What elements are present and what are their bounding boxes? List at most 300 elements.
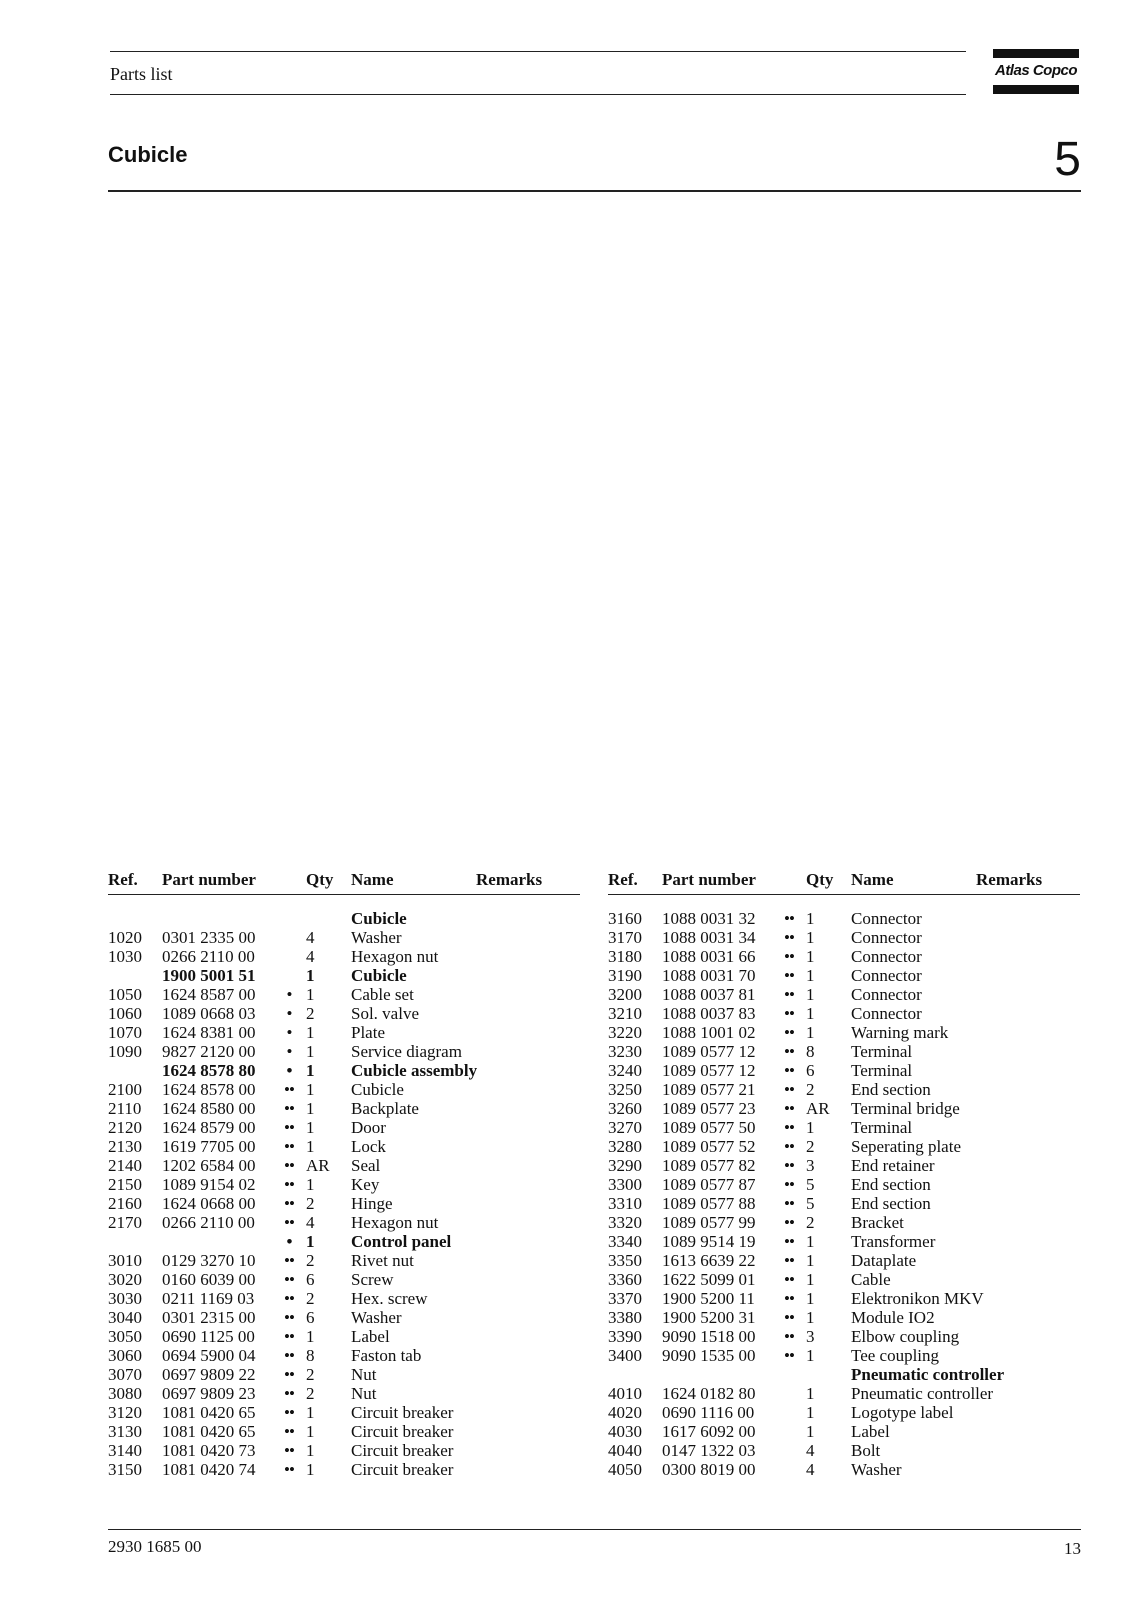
- cell-ref: 2100: [108, 1080, 142, 1099]
- cell-qty: 4: [306, 947, 315, 966]
- cell-part-number: 0160 6039 00: [162, 1270, 256, 1289]
- cell-name: Circuit breaker: [351, 1403, 454, 1422]
- table-row: [608, 1137, 1080, 1156]
- cell-name: Tee coupling: [851, 1346, 940, 1365]
- table-row: [108, 1118, 580, 1137]
- cell-name: Label: [851, 1422, 890, 1441]
- cell-ref: 3340: [608, 1232, 642, 1251]
- cell-level: ••: [784, 947, 794, 966]
- cell-name: Hex. screw: [351, 1289, 428, 1308]
- col-ref-header: Ref.: [108, 870, 138, 889]
- cell-part-number: 1088 0037 83: [662, 1004, 756, 1023]
- table-row: [108, 1061, 580, 1080]
- table-row: [608, 1080, 1080, 1099]
- table-row: [108, 1175, 580, 1194]
- table-row: [108, 1099, 580, 1118]
- table-row: [608, 1403, 1080, 1422]
- col-remarks-header: Remarks: [976, 870, 1043, 889]
- table-row: [608, 928, 1080, 947]
- cell-level: ••: [784, 1213, 794, 1232]
- cell-qty: 1: [806, 1384, 815, 1403]
- cell-ref: 2130: [108, 1137, 142, 1156]
- cell-ref: 3400: [608, 1346, 642, 1365]
- cell-part-number: 1088 0037 81: [662, 985, 756, 1004]
- cell-level: ••: [284, 1327, 294, 1346]
- cell-qty: 1: [806, 1118, 815, 1137]
- cell-name: Washer: [851, 1460, 902, 1479]
- cell-level: ••: [784, 1308, 794, 1327]
- table-row: [108, 1422, 580, 1441]
- cell-level: ••: [784, 1099, 794, 1118]
- table-row: [108, 1023, 580, 1042]
- cell-level: ••: [284, 1213, 294, 1232]
- cell-level: ••: [784, 1023, 794, 1042]
- cell-qty: 1: [306, 1137, 315, 1156]
- cell-part-number: 1624 8578 00: [162, 1080, 256, 1099]
- table-header: [108, 870, 580, 895]
- cell-ref: 3050: [108, 1327, 142, 1346]
- parts-table-right: [608, 870, 1080, 1479]
- cell-name: Seperating plate: [851, 1137, 961, 1156]
- cell-qty: 4: [306, 928, 315, 947]
- cell-level: ••: [284, 1137, 294, 1156]
- table-row: [108, 1308, 580, 1327]
- cell-ref: 3150: [108, 1460, 142, 1479]
- table-row: [608, 1232, 1080, 1251]
- table-row: [108, 1251, 580, 1270]
- table-body: [108, 909, 580, 1479]
- cell-qty: 1: [306, 1327, 315, 1346]
- cell-qty: 1: [306, 1061, 315, 1080]
- logo-wordmark: Atlas Copco: [994, 62, 1077, 79]
- cell-name: Transformer: [851, 1232, 936, 1251]
- cell-part-number: 0697 9809 22: [162, 1365, 256, 1384]
- cell-ref: 1090: [108, 1042, 142, 1061]
- cell-ref: 3080: [108, 1384, 142, 1403]
- table-row: [608, 1251, 1080, 1270]
- cell-name: Pneumatic controller: [851, 1365, 1005, 1384]
- cell-name: Label: [351, 1327, 390, 1346]
- cell-name: Connector: [851, 985, 922, 1004]
- cell-part-number: 1081 0420 74: [162, 1460, 256, 1479]
- cell-part-number: 1900 5200 31: [662, 1308, 756, 1327]
- table-row: [608, 909, 1080, 928]
- section-rule: [108, 190, 1081, 192]
- cell-name: Backplate: [351, 1099, 419, 1118]
- cell-part-number: 9090 1518 00: [662, 1327, 756, 1346]
- cell-part-number: 1624 8580 00: [162, 1099, 256, 1118]
- table-row: [608, 1023, 1080, 1042]
- cell-part-number: 1900 5001 51: [162, 966, 256, 985]
- cell-name: Bolt: [851, 1441, 881, 1460]
- cell-name: Rivet nut: [351, 1251, 414, 1270]
- cell-part-number: 1622 5099 01: [662, 1270, 756, 1289]
- col-name-header: Name: [851, 870, 894, 889]
- cell-qty: 1: [306, 1023, 315, 1042]
- cell-name: Cubicle: [351, 966, 407, 985]
- table-row: [608, 1460, 1080, 1479]
- cell-level: ••: [784, 1080, 794, 1099]
- cell-part-number: 1089 0577 52: [662, 1137, 756, 1156]
- cell-name: Module IO2: [851, 1308, 935, 1327]
- cell-part-number: 1624 8587 00: [162, 985, 256, 1004]
- cell-part-number: 1624 8579 00: [162, 1118, 256, 1137]
- cell-qty: 4: [806, 1441, 815, 1460]
- cell-part-number: 9827 2120 00: [162, 1042, 256, 1061]
- cell-qty: 1: [306, 1403, 315, 1422]
- cell-level: ••: [284, 1118, 294, 1137]
- cell-qty: 1: [306, 1441, 315, 1460]
- cell-qty: 2: [306, 1251, 315, 1270]
- col-part-header: Part number: [162, 870, 256, 889]
- cell-level: •: [286, 1232, 292, 1251]
- cell-qty: 3: [806, 1156, 815, 1175]
- cell-level: •: [286, 1023, 292, 1042]
- cell-ref: 3030: [108, 1289, 142, 1308]
- cell-ref: 4030: [608, 1422, 642, 1441]
- table-row: [108, 1080, 580, 1099]
- cell-name: Terminal bridge: [851, 1099, 960, 1118]
- cell-qty: AR: [306, 1156, 330, 1175]
- table-row: [608, 1384, 1080, 1403]
- cell-qty: 1: [306, 1460, 315, 1479]
- cell-part-number: 1089 0577 82: [662, 1156, 756, 1175]
- cell-ref: 3250: [608, 1080, 642, 1099]
- cell-qty: 3: [806, 1327, 815, 1346]
- table-row: [608, 1441, 1080, 1460]
- cell-level: ••: [284, 1308, 294, 1327]
- cell-part-number: 0690 1116 00: [662, 1403, 755, 1422]
- cell-qty: 1: [806, 1270, 815, 1289]
- cell-ref: 3370: [608, 1289, 642, 1308]
- table-row: [108, 909, 580, 928]
- cell-qty: 1: [306, 1042, 315, 1061]
- cell-level: ••: [284, 1365, 294, 1384]
- cell-ref: 2120: [108, 1118, 142, 1137]
- col-ref-header: Ref.: [608, 870, 638, 889]
- cell-level: ••: [784, 1118, 794, 1137]
- table-row: [108, 1137, 580, 1156]
- cell-name: Connector: [851, 966, 922, 985]
- cell-name: Plate: [351, 1023, 385, 1042]
- cell-level: •: [286, 1042, 292, 1061]
- table-row: [108, 1289, 580, 1308]
- cell-name: End section: [851, 1194, 931, 1213]
- table-row: [108, 1403, 580, 1422]
- cell-qty: 1: [806, 947, 815, 966]
- cell-qty: 1: [306, 1118, 315, 1137]
- cell-ref: 3160: [608, 909, 642, 928]
- cell-ref: 2140: [108, 1156, 142, 1175]
- cell-part-number: 1089 0577 21: [662, 1080, 756, 1099]
- cell-part-number: 1900 5200 11: [662, 1289, 755, 1308]
- cell-ref: 3300: [608, 1175, 642, 1194]
- cell-qty: 1: [806, 909, 815, 928]
- cell-ref: 3200: [608, 985, 642, 1004]
- table-row: [108, 1270, 580, 1289]
- table-row: [608, 1213, 1080, 1232]
- cell-name: Connector: [851, 909, 922, 928]
- col-qty-header: Qty: [806, 870, 834, 889]
- cell-qty: 6: [306, 1270, 315, 1289]
- cell-ref: 3240: [608, 1061, 642, 1080]
- cell-part-number: 1088 0031 70: [662, 966, 756, 985]
- table-row: [108, 966, 580, 985]
- footer-rule: [108, 1529, 1081, 1530]
- cell-level: ••: [284, 1422, 294, 1441]
- cell-ref: 3390: [608, 1327, 642, 1346]
- cell-ref: 3060: [108, 1346, 142, 1365]
- cell-part-number: 1088 0031 32: [662, 909, 756, 928]
- cell-qty: 1: [806, 1023, 815, 1042]
- cell-level: ••: [284, 1270, 294, 1289]
- cell-ref: 1060: [108, 1004, 142, 1023]
- cell-ref: 3310: [608, 1194, 642, 1213]
- page-number: 13: [1064, 1539, 1081, 1558]
- cell-part-number: 0690 1125 00: [162, 1327, 255, 1346]
- cell-name: Control panel: [351, 1232, 452, 1251]
- cell-qty: 1: [306, 1080, 315, 1099]
- cell-part-number: 0301 2335 00: [162, 928, 256, 947]
- cell-level: •: [286, 1061, 292, 1080]
- cell-name: Elbow coupling: [851, 1327, 960, 1346]
- table-row: [608, 1194, 1080, 1213]
- cell-name: Terminal: [851, 1118, 913, 1137]
- cell-qty: 8: [306, 1346, 315, 1365]
- cell-level: ••: [284, 1289, 294, 1308]
- cell-ref: 3040: [108, 1308, 142, 1327]
- cell-level: ••: [284, 1346, 294, 1365]
- col-part-header: Part number: [662, 870, 756, 889]
- cell-qty: 4: [306, 1213, 315, 1232]
- cell-name: Elektronikon MKV: [851, 1289, 984, 1308]
- cell-name: Lock: [351, 1137, 386, 1156]
- cell-ref: 1070: [108, 1023, 142, 1042]
- cell-part-number: 1089 9154 02: [162, 1175, 256, 1194]
- cell-qty: 5: [806, 1194, 815, 1213]
- cell-part-number: 0211 1169 03: [162, 1289, 255, 1308]
- cell-level: •: [286, 985, 292, 1004]
- cell-qty: 1: [806, 1346, 815, 1365]
- cell-level: ••: [784, 1289, 794, 1308]
- header-title: Parts list: [110, 64, 173, 84]
- cell-part-number: 1619 7705 00: [162, 1137, 256, 1156]
- cell-name: End section: [851, 1080, 931, 1099]
- cell-part-number: 1089 0577 12: [662, 1061, 756, 1080]
- cell-name: Cubicle assembly: [351, 1061, 478, 1080]
- cell-ref: 1030: [108, 947, 142, 966]
- cell-part-number: 1088 0031 66: [662, 947, 756, 966]
- cell-name: Pneumatic controller: [851, 1384, 994, 1403]
- cell-part-number: 0266 2110 00: [162, 947, 255, 966]
- table-row: [108, 928, 580, 947]
- cell-qty: 6: [806, 1061, 815, 1080]
- col-name-header: Name: [351, 870, 394, 889]
- cell-qty: 2: [806, 1137, 815, 1156]
- brand-logo: [993, 49, 1079, 94]
- cell-level: ••: [784, 1004, 794, 1023]
- cell-name: Connector: [851, 928, 922, 947]
- cell-qty: 1: [306, 985, 315, 1004]
- cell-level: ••: [784, 1270, 794, 1289]
- cell-ref: 2150: [108, 1175, 142, 1194]
- cell-name: Nut: [351, 1384, 377, 1403]
- cell-ref: 3290: [608, 1156, 642, 1175]
- table-row: [608, 1118, 1080, 1137]
- cell-name: Faston tab: [351, 1346, 422, 1365]
- cell-level: ••: [284, 1194, 294, 1213]
- cell-qty: 1: [306, 1175, 315, 1194]
- cell-qty: 1: [806, 985, 815, 1004]
- cell-qty: 1: [806, 1232, 815, 1251]
- cell-part-number: 1617 6092 00: [662, 1422, 756, 1441]
- cell-level: ••: [284, 1251, 294, 1270]
- cell-level: ••: [284, 1403, 294, 1422]
- parts-table-left: [108, 870, 580, 1479]
- cell-ref: 3320: [608, 1213, 642, 1232]
- cell-name: Cable: [851, 1270, 891, 1289]
- cell-level: ••: [784, 1232, 794, 1251]
- cell-name: Connector: [851, 947, 922, 966]
- cell-level: ••: [284, 1460, 294, 1479]
- table-body: [608, 909, 1080, 1479]
- cell-name: Terminal: [851, 1042, 913, 1061]
- cell-ref: 4050: [608, 1460, 642, 1479]
- cell-name: Circuit breaker: [351, 1460, 454, 1479]
- cell-ref: 3140: [108, 1441, 142, 1460]
- cell-qty: AR: [806, 1099, 830, 1118]
- cell-name: Nut: [351, 1365, 377, 1384]
- cell-name: Cable set: [351, 985, 414, 1004]
- cell-ref: 4040: [608, 1441, 642, 1460]
- table-row: [608, 1289, 1080, 1308]
- cell-part-number: 1624 8381 00: [162, 1023, 256, 1042]
- table-row: [108, 1156, 580, 1175]
- cell-ref: 3020: [108, 1270, 142, 1289]
- document-number: 2930 1685 00: [108, 1537, 202, 1556]
- table-row: [608, 1042, 1080, 1061]
- cell-name: Hinge: [351, 1194, 393, 1213]
- cell-name: Terminal: [851, 1061, 913, 1080]
- col-remarks-header: Remarks: [476, 870, 543, 889]
- cell-name: Warning mark: [851, 1023, 949, 1042]
- cell-part-number: 1089 0668 03: [162, 1004, 256, 1023]
- cell-qty: 1: [806, 1251, 815, 1270]
- table-row: [108, 1346, 580, 1365]
- cell-name: Circuit breaker: [351, 1422, 454, 1441]
- cell-part-number: 1081 0420 73: [162, 1441, 256, 1460]
- table-row: [608, 1156, 1080, 1175]
- cell-part-number: 0266 2110 00: [162, 1213, 255, 1232]
- cell-part-number: 0697 9809 23: [162, 1384, 256, 1403]
- cell-level: ••: [784, 1175, 794, 1194]
- cell-part-number: 1624 0668 00: [162, 1194, 256, 1213]
- logo-bottom-bar: [993, 85, 1079, 94]
- header-bottom-rule: [110, 94, 966, 95]
- table-row: [608, 1061, 1080, 1080]
- cell-part-number: 0300 8019 00: [662, 1460, 756, 1479]
- cell-level: ••: [284, 1080, 294, 1099]
- cell-qty: 8: [806, 1042, 815, 1061]
- cell-qty: 2: [306, 1194, 315, 1213]
- cell-part-number: 0694 5900 04: [162, 1346, 256, 1365]
- cell-level: ••: [784, 1061, 794, 1080]
- cell-name: End section: [851, 1175, 931, 1194]
- cell-name: Connector: [851, 1004, 922, 1023]
- table-row: [108, 1213, 580, 1232]
- cell-name: Circuit breaker: [351, 1441, 454, 1460]
- cell-part-number: 1089 0577 23: [662, 1099, 756, 1118]
- table-row: [608, 966, 1080, 985]
- cell-qty: 1: [306, 1422, 315, 1441]
- table-row: [108, 1194, 580, 1213]
- cell-ref: 3280: [608, 1137, 642, 1156]
- cell-level: ••: [284, 1099, 294, 1118]
- cell-level: ••: [784, 909, 794, 928]
- cell-part-number: 0301 2315 00: [162, 1308, 256, 1327]
- cell-name: Key: [351, 1175, 380, 1194]
- cell-ref: 3210: [608, 1004, 642, 1023]
- cell-part-number: 1089 0577 50: [662, 1118, 756, 1137]
- cell-name: Cubicle: [351, 1080, 404, 1099]
- cell-level: ••: [784, 1156, 794, 1175]
- cell-part-number: 1089 0577 87: [662, 1175, 756, 1194]
- table-row: [108, 985, 580, 1004]
- table-row: [608, 1327, 1080, 1346]
- table-row: [608, 947, 1080, 966]
- cell-qty: 1: [806, 1308, 815, 1327]
- cell-name: Cubicle: [351, 909, 407, 928]
- cell-part-number: 1088 0031 34: [662, 928, 756, 947]
- cell-level: •: [286, 1004, 292, 1023]
- cell-part-number: 1089 9514 19: [662, 1232, 756, 1251]
- cell-qty: 5: [806, 1175, 815, 1194]
- cell-name: Washer: [351, 928, 402, 947]
- cell-ref: 4010: [608, 1384, 642, 1403]
- cell-ref: 3350: [608, 1251, 642, 1270]
- cell-level: ••: [784, 985, 794, 1004]
- cell-part-number: 1089 0577 12: [662, 1042, 756, 1061]
- cell-qty: 1: [306, 1099, 315, 1118]
- cell-level: ••: [284, 1384, 294, 1403]
- cell-level: ••: [784, 1042, 794, 1061]
- cell-qty: 2: [306, 1384, 315, 1403]
- table-row: [108, 1441, 580, 1460]
- cell-ref: 3190: [608, 966, 642, 985]
- cell-ref: 3220: [608, 1023, 642, 1042]
- cell-qty: 2: [306, 1365, 315, 1384]
- cell-level: ••: [284, 1441, 294, 1460]
- cell-ref: 3170: [608, 928, 642, 947]
- cell-ref: 3260: [608, 1099, 642, 1118]
- cell-qty: 1: [806, 928, 815, 947]
- table-row: [108, 1384, 580, 1403]
- section-title: Cubicle: [108, 142, 188, 167]
- cell-name: Logotype label: [851, 1403, 954, 1422]
- cell-part-number: 1089 0577 99: [662, 1213, 756, 1232]
- cell-name: Door: [351, 1118, 386, 1137]
- cell-ref: 2160: [108, 1194, 142, 1213]
- cell-name: Washer: [351, 1308, 402, 1327]
- cell-ref: 3130: [108, 1422, 142, 1441]
- cell-level: ••: [284, 1156, 294, 1175]
- cell-part-number: 9090 1535 00: [662, 1346, 756, 1365]
- cell-ref: 3270: [608, 1118, 642, 1137]
- logo-top-bar: [993, 49, 1079, 58]
- cell-level: ••: [784, 1137, 794, 1156]
- table-row: [108, 1042, 580, 1061]
- cell-name: Sol. valve: [351, 1004, 419, 1023]
